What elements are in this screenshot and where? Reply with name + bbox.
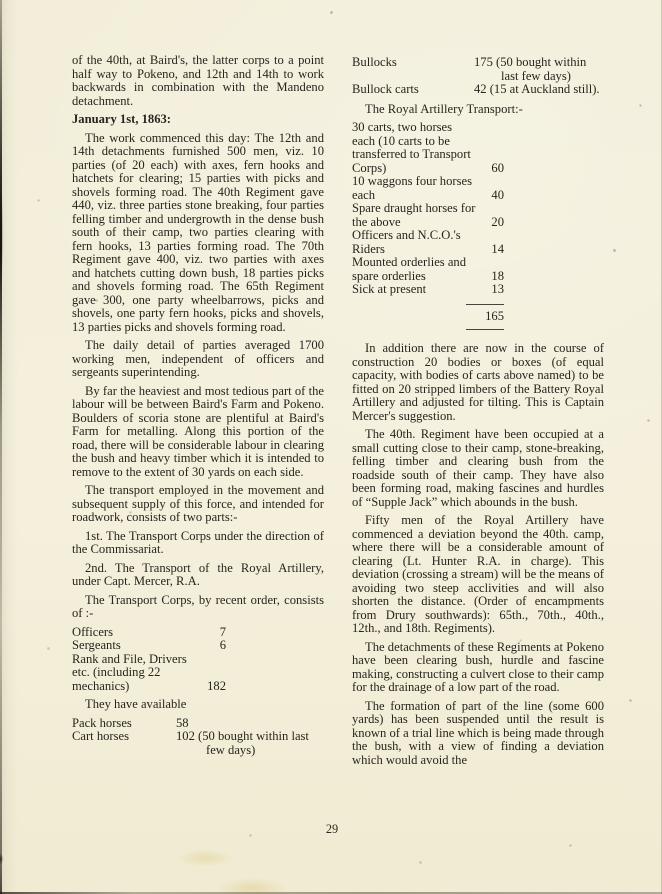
- paragraph-formation: The formation of part of the line (some 600 yards) has been suspended until the result is known of a trial line which is being made through the bush, with a view of finding a deviation which would avoid the: [352, 698, 604, 767]
- left-column: [72, 54, 324, 757]
- available-heading: They have available: [85, 697, 187, 711]
- row-value: 18: [491, 268, 504, 283]
- row-label: Officers and N.C.O.'s Riders: [352, 228, 461, 256]
- table-row: [352, 83, 604, 97]
- paragraph-addition: In addition there are now in the course of construction 20 bodies or boxes (of equal capacity, with bodies of carts above named) to be fitted on 20 stripped limbers of the Battery Royal Artillery and adjusted for tilting. This is Captain Mercer's suggestion.: [352, 341, 604, 423]
- row-value: 102 (50 bought within last few days): [176, 729, 309, 757]
- row-value: 40: [491, 187, 504, 202]
- paragraph-40th-regiment: The 40th. Regiment have been occupied at a small cutting close to their camp, stone-breaking, felling timber and clearing bush from the roadside south of their camp. They have also been forming road, making fascines and hurdles of “Supple Jack” which abounds in the bush.: [352, 427, 604, 509]
- total-rule-bottom: [466, 329, 504, 330]
- row-label: Cart horses: [72, 729, 130, 743]
- row-label: Mounted orderlies and spare orderlies: [352, 255, 467, 283]
- paragraph-corps-order: The Transport Corps, by recent order, consists of :-: [72, 592, 324, 620]
- paper-specks: [0, 0, 1, 1]
- page-number: 29: [325, 822, 339, 836]
- paragraph-first-part: 1st. The Transport Corps under the direction of the Commissariat.: [72, 528, 324, 556]
- table-row: [352, 256, 504, 283]
- table-row: [352, 56, 604, 83]
- paragraph-work-commenced: The work commenced this day: The 12th and 14th detachments furnished 500 men, viz. 10 parties (of 20 each) with axes, fern hooks and hatchets for clearing; 15 parties with picks and shovels forming road. The 40th Regiment gave 440, viz. three parties stone breaking, four parties felling timber and undergrowth in the dense bush south of their camp, two parties clearing with fern hooks, 13 parties forming road. The 70th Regiment gave 400, viz. two parties with axes and hatchets cutting down bush, 18 parties picks and shovels forming road. The 65th Regiment gave 300, one party wheelbarrows, picks and shovels, one party fern hooks, picks and shovels, 13 parties picks and shovels forming road.: [72, 130, 324, 334]
- table-row: [72, 653, 324, 694]
- paragraph-transport: The transport employed in the movement and subsequent supply of this force, and intended for roadwork, consists of two parts:-: [72, 483, 324, 524]
- paragraph-daily-detail: The daily detail of parties averaged 1700 working men, independent of officers and sergeants superintending.: [72, 338, 324, 379]
- total-rule-top: [466, 304, 504, 305]
- row-value: 20: [491, 214, 504, 229]
- horses-table: [72, 717, 324, 758]
- row-label: Spare draught horses for the above: [352, 201, 476, 229]
- row-label: Sick at present: [352, 282, 427, 296]
- artillery-transport-table: [352, 121, 504, 330]
- paragraph-fifty-men: Fifty men of the Royal Artillery have commenced a deviation beyond the 40th. camp, where there will be a considerable amount of clearing (Lt. Hunter R.A. in charge). This deviation (crossing a stream) will be the means of avoiding two steep acclivities and will also shorten the distance. (Order of encampments from Drury southwards): 65th., 70th., 40th., 12th., and 18th. Regiments).: [352, 513, 604, 635]
- paragraph-continuation: of the 40th, at Baird's, the latter corps to a point half way to Pokeno, and 12th and 14th to work backwards in combination with the Mandeno detachment.: [72, 53, 324, 108]
- table-row: [352, 229, 504, 256]
- table-row: [352, 121, 504, 175]
- table-row: [72, 626, 324, 640]
- row-label: Bullock carts: [352, 82, 419, 96]
- table-row: [352, 202, 504, 229]
- strength-table: [72, 626, 324, 694]
- date-heading: January 1st, 1863:: [72, 112, 172, 126]
- row-label: Officers: [72, 624, 114, 639]
- row-label: Pack horses: [72, 715, 132, 730]
- row-value: 182: [207, 678, 226, 693]
- row-value: 13: [491, 282, 504, 296]
- scan-edge-left: [0, 0, 2, 894]
- right-column: [352, 56, 604, 772]
- table-row: [72, 730, 324, 757]
- paragraph-second-part: 2nd. The Transport of the Royal Artillery, under Capt. Mercer, R.A.: [72, 560, 324, 588]
- table-row: [352, 283, 504, 297]
- row-value: 58: [176, 715, 189, 730]
- transport-total: 165: [485, 308, 504, 323]
- transport-heading: The Royal Artillery Transport:-: [365, 101, 523, 116]
- row-label: 10 waggons four horses each: [352, 174, 472, 202]
- row-value: 6: [219, 638, 226, 652]
- row-label: Bullocks: [352, 55, 397, 69]
- row-value: 175 (50 bought within last few days): [474, 55, 587, 83]
- table-row: [352, 175, 504, 202]
- row-value: 42 (15 at Auckland still).: [474, 82, 600, 96]
- row-value: 14: [491, 241, 504, 256]
- row-label: Sergeants: [72, 638, 121, 652]
- paragraph-labour: By far the heaviest and most tedious part of the labour will be between Baird's Farm and Pokeno. Boulders of scoria stone are plentiful at Baird's Farm for metalling. Along this portion of the road, there will be considerable labour in clearing the bush and heavy timber which it is intended to remove to the extent of 30 yards on each side.: [72, 383, 324, 479]
- row-label: Rank and File, Drivers etc. (including 22 mechanics): [72, 651, 187, 693]
- row-value: 60: [491, 160, 504, 175]
- table-row: [72, 717, 324, 731]
- scan-smudge-bottom-left: [0, 852, 6, 866]
- row-value: 7: [219, 624, 226, 639]
- table-row: [72, 639, 324, 653]
- row-label: 30 carts, two horses each (10 carts to be transferred to Transport Corps): [352, 120, 471, 175]
- bullocks-table: [352, 56, 604, 97]
- scan-smudge-left: [0, 165, 7, 305]
- paragraph-detachments: The detachments of these Regiments at Pokeno have been clearing bush, hurdle and fascine making, constructing a culvert close to their camp for the drainage of a low part of the road.: [352, 639, 604, 694]
